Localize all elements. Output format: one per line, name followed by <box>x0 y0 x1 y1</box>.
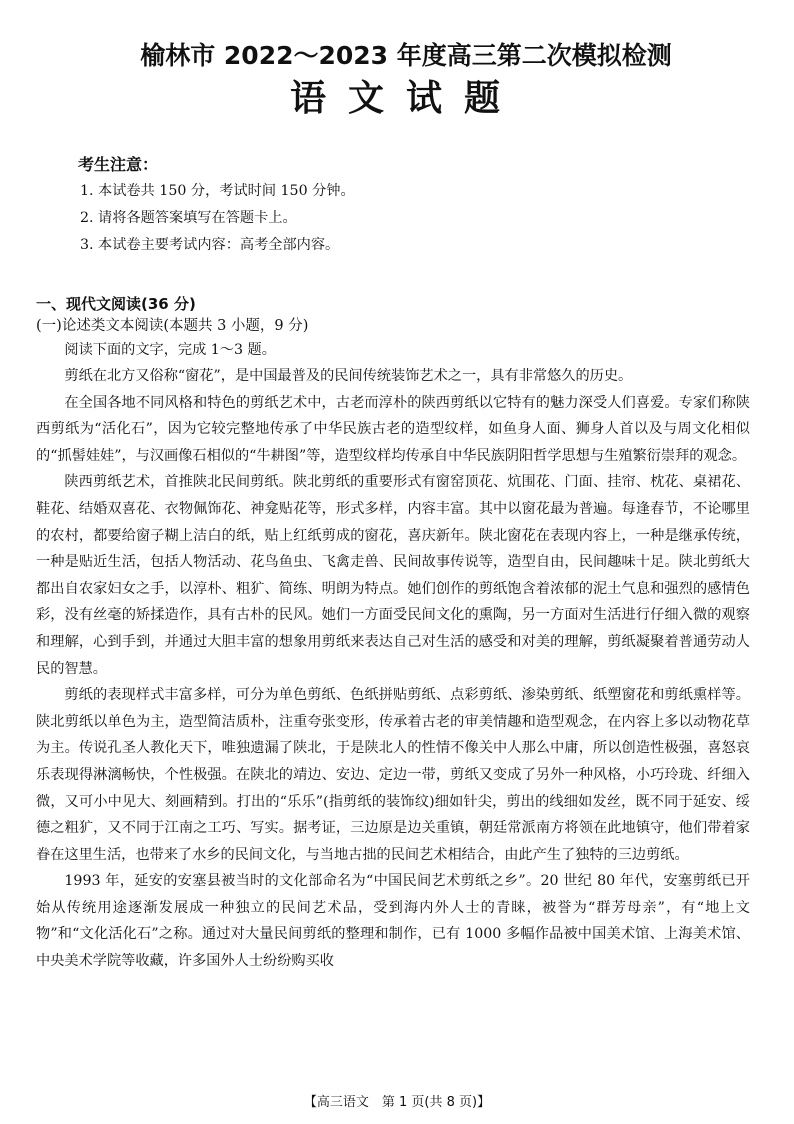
notice-item-2: 2. 请将各题答案填写在答题卡上。 <box>80 210 297 226</box>
passage-paragraph-2: 在全国各地不同风格和特色的剪纸艺术中，古老而淳朴的陕西剪纸以它特有的魅力深受人们喜爱。专家们称陕西剪纸为“活化石”，因为它较完整地传承了中华民族古老的造型纹样，如鱼身人面、狮身人首以及与周文化相似的“抓髻娃娃”，与汉画像石相似的“牛耕图”等，造型纹样均传承自中华民族阴阳哲学思想与生殖繁衍崇拜的观念。 <box>36 394 750 464</box>
reading-instruction: 阅读下面的文字，完成 1～3 题。 <box>64 342 276 358</box>
subject-title: 语文试题 <box>289 78 522 119</box>
notice-item-1: 1. 本试卷共 150 分，考试时间 150 分钟。 <box>80 183 355 199</box>
passage-paragraph-5: 1993 年，延安的安塞县被当时的文化部命名为“中国民间艺术剪纸之乡”。20 世纪 80 年代，安塞剪纸已开始从传统用途逐渐发展成一种独立的民间艺术品，受到海内外人士的青睐，被誉为“群芳母亲”，有“地上文物”和“文化活化石”之称。通过对大量民间剪纸的整理和制作，已有 1000 多幅作品被中国美术馆、上海美术馆、中央美术学院等收藏，许多国外人士纷纷购买收 <box>36 873 750 970</box>
reading-passage <box>36 363 750 975</box>
subsection-heading: (一)论述类文本阅读(本题共 3 小题，9 分) <box>36 318 309 334</box>
passage-paragraph-3: 陕西剪纸艺术，首推陕北民间剪纸。陕北剪纸的重要形式有窗窑顶花、炕围花、门面、挂帘、枕花、桌裙花、鞋花、结婚双喜花、衣物佩饰花、神龛贴花等，形式多样，内容丰富。其中以窗花最为普遍。每逢春节，不论哪里的农村，都要给窗子糊上洁白的纸，贴上红纸剪成的窗花，喜庆新年。陕北窗花在表现内容上，一种是继承传统，一种是贴近生活，包括人物活动、花鸟鱼虫、飞禽走兽、民间故事传说等，造型自由，民间趣味十足。陕北剪纸大都出自农家妇女之手，以淳朴、粗犷、简练、明朗为特点。她们创作的剪纸饱含着浓郁的泥土气息和强烈的感情色彩，没有丝毫的矫揉造作，具有古朴的民风。她们一方面受民间文化的熏陶，另一方面对生活进行仔细入微的观察和理解，心到手到，并通过大胆丰富的想象用剪纸来表达自己对生活的感受和对美的理解，剪纸凝聚着普通劳动人民的智慧。 <box>36 474 750 677</box>
notice-heading: 考生注意： <box>78 155 159 174</box>
page-footer: 【高三语文 第 1 页(共 8 页)】 <box>303 1095 491 1110</box>
notice-item-3: 3. 本试卷主要考试内容：高考全部内容。 <box>80 237 340 253</box>
passage-paragraph-1: 剪纸在北方又俗称“窗花”，是中国最普及的民间传统装饰艺术之一，具有非常悠久的历史。 <box>64 368 633 384</box>
section-heading: 一、现代文阅读(36 分) <box>36 295 196 313</box>
candidate-notice <box>78 152 750 259</box>
passage-paragraph-4: 剪纸的表现样式丰富多样，可分为单色剪纸、色纸拼贴剪纸、点彩剪纸、渗染剪纸、纸塑窗花和剪纸熏样等。陕北剪纸以单色为主，造型简洁质朴，注重夸张变形，传承着古老的审美情趣和造型观念，在内容上多以动物花草为主。传说孔圣人教化天下，唯独遗漏了陕北，于是陕北人的性情不像关中人那么中庸，所以创造性极强，喜怒哀乐表现得淋漓畅快，个性极强。在陕北的靖边、安边、定边一带，剪纸又变成了另外一种风格，小巧玲珑、纤细入微，又可小中见大、刻画精到。打出的“乐乐”(指剪纸的装饰纹)细如针尖，剪出的线细如发丝，既不同于延安、绥德之粗犷，又不同于江南之工巧、写实。据考证，三边原是边关重镇，朝廷常派南方将领在此地镇守，他们带着家眷在这里生活，也带来了水乡的民间文化，与当地古拙的民间艺术相结合，由此产生了独特的三边剪纸。 <box>36 687 750 863</box>
exam-title: 榆林市 2022～2023 年度高三第二次模拟检测 <box>140 41 672 70</box>
reading-section <box>36 293 750 975</box>
